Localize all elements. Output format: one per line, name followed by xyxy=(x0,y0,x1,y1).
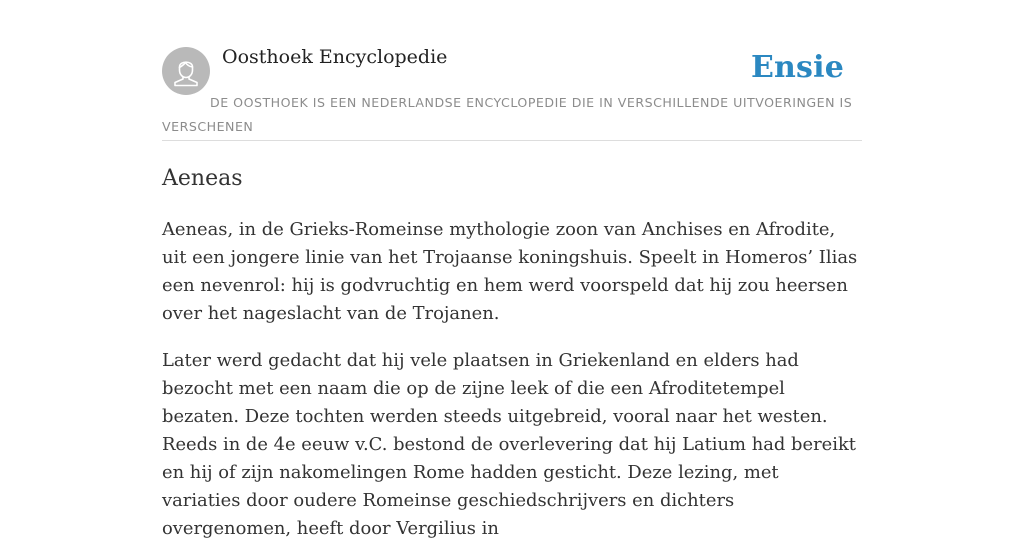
article-title: Aeneas xyxy=(162,166,243,191)
article-paragraph: Aeneas, in de Grieks-Romeinse mythologie zoon van Anchises en Afrodite, uit een jongere linie van het Trojaanse koningshuis. Speelt in Homeros’ Ilias een nevenrol: hij is godvruchtig en hem werd voorspeld dat hij zou heersen over het nageslacht van de Trojanen. xyxy=(162,219,858,324)
article xyxy=(162,162,862,543)
source-header xyxy=(162,46,862,141)
source-description: DE OOSTHOEK IS EEN NEDERLANDSE ENCYCLOPEDIE DIE IN VERSCHILLENDE UITVOERINGEN IS VERSCHENEN xyxy=(162,95,853,134)
source-name-link[interactable]: Oosthoek Encyclopedie xyxy=(222,46,448,68)
ensie-logo-link[interactable]: Ensie xyxy=(750,50,844,85)
article-paragraph: Later werd gedacht dat hij vele plaatsen in Griekenland en elders had bezocht met een naam die op de zijne leek of die een Afroditetempel bezaten. Deze tochten werden steeds uitgebreid, vooral naar het westen. Reeds in de 4e eeuw v.C. bestond de overlevering dat hij Latium had bereikt en hij of zijn nakomelingen Rome hadden gesticht. Deze lezing, met variaties door oudere Romeinse geschiedschrijvers en dichters overgenomen, heeft door Vergilius in xyxy=(162,350,856,539)
user-avatar-icon[interactable] xyxy=(162,47,210,95)
